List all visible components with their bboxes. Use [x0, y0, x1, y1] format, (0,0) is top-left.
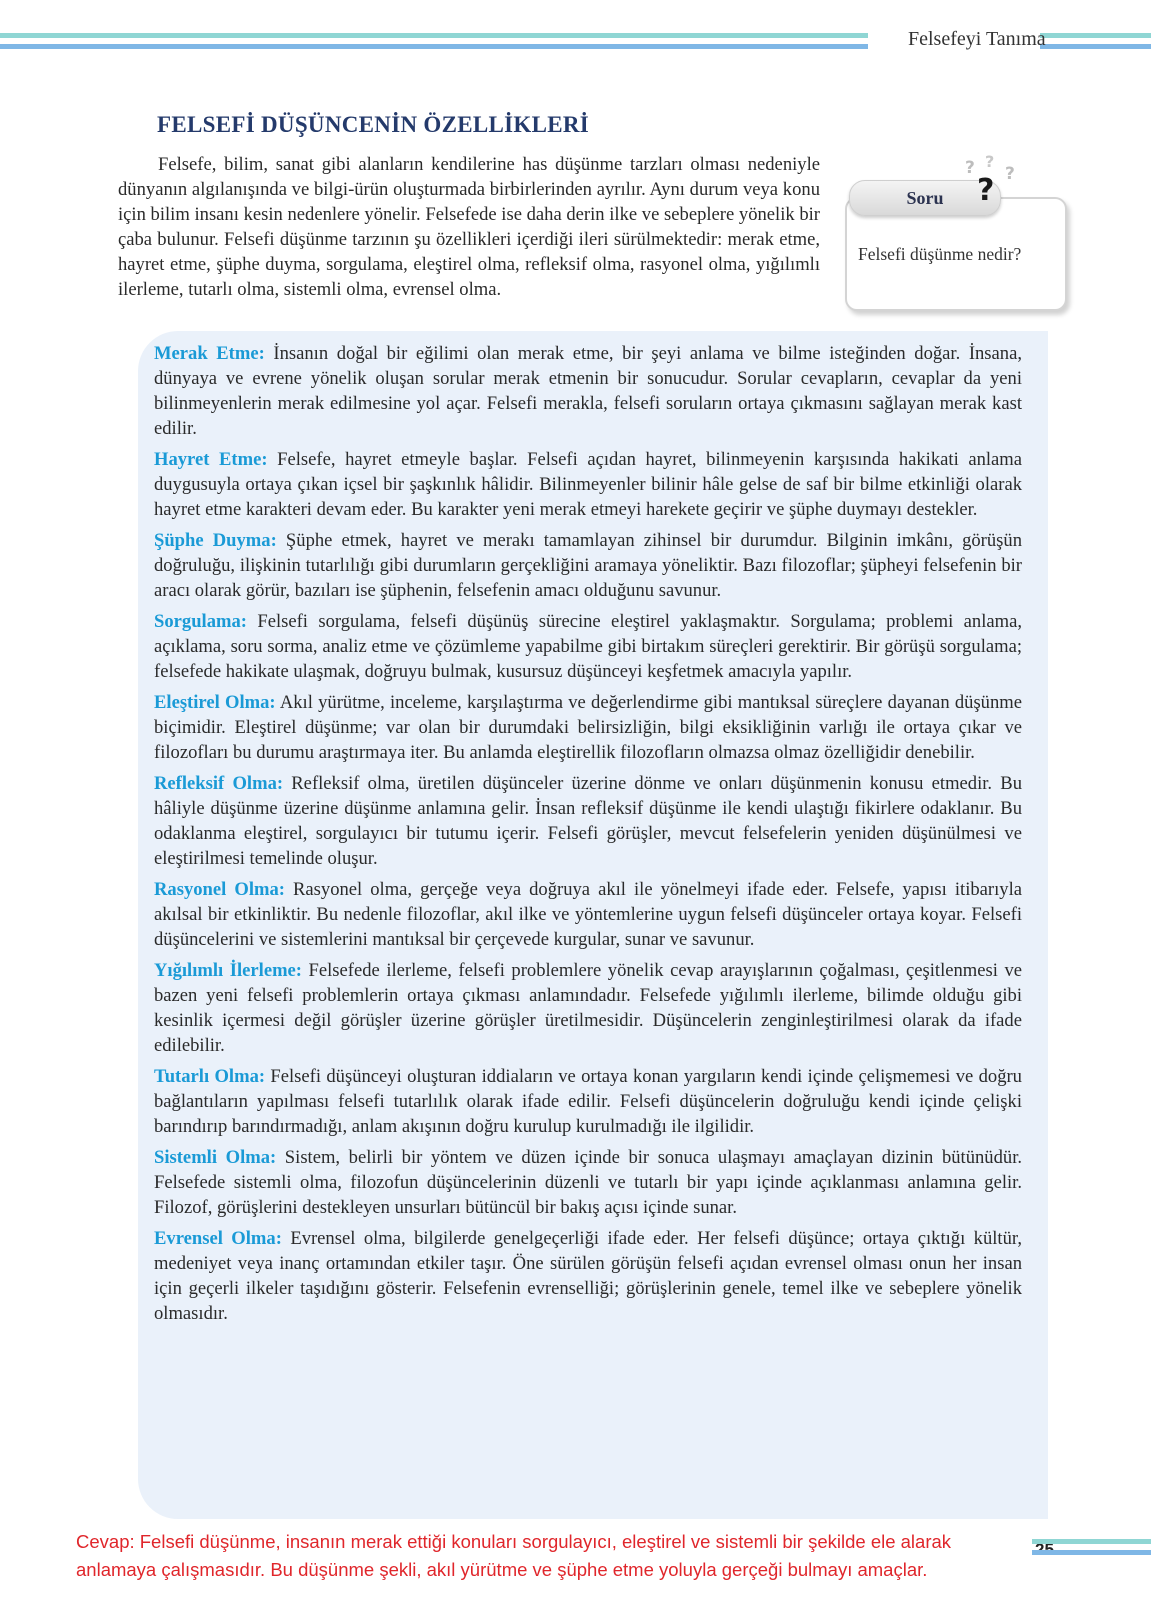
property-term: Yığılımlı İlerleme: — [154, 960, 303, 981]
running-header-title: Felsefeyi Tanıma — [908, 28, 1046, 50]
property-description: Felsefede ilerleme, felsefi problemlere yönelik cevap arayışlarının çoğalması, çeşitlenmesi ve bazen yeni felsefi problemlerin ortaya çıkması anlamındadır. Felsefede yığılımlı ilerleme, bilimde olduğu gibi kesinlik içermesi değil görüşler üzerine görüşler üretilmesidir. Düşüncelerin zenginleştirilmesi olarak da ifade edilebilir. — [154, 960, 1022, 1056]
question-box-text: Felsefi düşünme nedir? — [858, 244, 1022, 264]
property-suphe-duyma — [154, 528, 1022, 603]
property-term: Rasyonel Olma: — [154, 879, 285, 900]
property-description: Akıl yürütme, inceleme, karşılaştırma ve değerlendirme gibi mantıksal süreçlere dayanan düşünme biçimidir. Eleştirel düşünme; var olan bir durumdaki belirsizliğin, bilgi eksikliğinin varlığı ile ortaya çıkar ve filozofları bu durumu araştırmaya iter. Bu anlamda eleştirellik filozofların olmazsa olmaz özelliğidir denebilir. — [154, 692, 1022, 763]
question-mark-small-2: ? — [985, 152, 995, 171]
property-sistemli-olma — [154, 1145, 1022, 1220]
header-stripe-left-top — [0, 33, 868, 38]
header-stripe-right-bottom — [1040, 44, 1151, 49]
footer-stripe-bottom — [1032, 1550, 1151, 1555]
property-description: Evrensel olma, bilgilerde genelgeçerliği ifade eder. Her felsefi düşünce; ortaya çıktığı kültür, medeniyet veya inanç ortamından etkiler taşır. Öne sürülen görüşün felsefi açıdan evrensel olması onun her insan için geçerli ilkeler taşıdığını gösterir. Felsefenin evrenselliği; görüşlerinin genele, temel ilke ve sebeplere yönelik olmasıdır. — [154, 1228, 1022, 1324]
property-description: Rasyonel olma, gerçeğe veya doğruya akıl ile yönelmeyi ifade eder. Felsefe, yapısı itibarıyla akılsal bir etkinliktir. Bu nedenle filozoflar, akıl ilke ve yöntemlerine uygun felsefi düşünceler ortaya koyar. Felsefi düşüncelerini ve sistemlerini mantıksal bir çerçevede kurgular, sunar ve savunur. — [154, 879, 1022, 950]
property-term: Refleksif Olma: — [154, 773, 284, 794]
property-description: Felsefe, hayret etmeyle başlar. Felsefi açıdan hayret, bilinmeyenin karşısında hakikati anlama duygusuyla ortaya çıkan içsel bir şaşkınlık hâlidir. Bilinmeyenler bilinir hâle gelse de saf bir bilme etkinliği olarak hayret etme karakteri devam eder. Bu karakter yeni merak etmeyi harekete geçirir ve şüphe duymayı destekler. — [154, 449, 1023, 520]
intro-paragraph: Felsefe, bilim, sanat gibi alanların kendilerine has düşünme tarzları olması nedeniyle dünyanın algılanışında ve bilgi-ürün oluşturmada birbirlerinden ayrılır. Aynı durum veya konu için bilim insanı kesin nedenlere yönelir. Felsefede ise daha derin ilke ve sebeplere yönelik bir çaba bulunur. Felsefi düşünme tarzının şu özellikleri içerdiği ileri sürülmektedir: merak etme, hayret etme, şüphe duyma, sorgulama, eleştirel olma, refleksif olma, rasyonel olma, yığılımlı ilerleme, tutarlı olma, sistemli olma, evrensel olma. — [118, 154, 820, 300]
property-description: Sistem, belirli bir yöntem ve düzen içinde bir sonuca ulaşmayı amaçlayan dizinin bütünüdür. Felsefede sistemli olma, filozofun düşüncelerinin düzenli ve tutarlı bir yapı içinde açıklanması anlamına gelir. Filozof, görüşlerini destekleyen unsurları bütüncül bir bakış açısı içinde sunar. — [154, 1147, 1023, 1218]
header-stripe-right-top — [1040, 33, 1151, 38]
properties-list — [154, 341, 1022, 1332]
question-mark-large: ? — [977, 173, 995, 208]
property-term: Hayret Etme: — [154, 449, 268, 470]
question-mark-small-1: ? — [965, 158, 975, 178]
property-term: Merak Etme: — [154, 343, 265, 364]
property-rasyonel-olma — [154, 877, 1022, 952]
property-elestirel-olma — [154, 690, 1022, 765]
property-description: Refleksif olma, üretilen düşünceler üzerine dönme ve onları düşünmenin konusu etmedir. Bu hâliyle düşünme üzerine düşünme anlamına gelir. İnsan refleksif düşünme ile kendi ulaştığı fikirlere odaklanır. Bu odaklanma eleştirel, sorgulayıcı bir tutumu içerir. Felsefi görüşler, mevcut felsefelerin yeniden düşünülmesi ve eleştirilmesi temelinde oluşur. — [154, 773, 1023, 869]
property-description: Şüphe etmek, hayret ve merakı tamamlayan zihinsel bir durumdur. Bilginin imkânı, görüşün doğruluğu, ilişkinin tutarlılığı gibi durumların gerçekliğini aramaya yöneliktir. Bazı filozoflar; şüpheyi felsefenin bir aracı olarak görür, bazıları ise şüphenin, felsefenin amacı olduğunu savunur. — [154, 530, 1023, 601]
property-term: Eleştirel Olma: — [154, 692, 276, 713]
property-yigilimli-ilerleme — [154, 958, 1022, 1058]
property-merak-etme — [154, 341, 1022, 441]
answer-text: Cevap: Felsefi düşünme, insanın merak ettiği konuları sorgulayıcı, eleştirel ve sistemli bir şekilde ele alarak anlamaya çalışmasıdır. Bu düşünme şekli, akıl yürütme ve şüphe etme yoluyla gerçeği bulmayı amaçlar. — [76, 1531, 952, 1580]
property-refleksif-olma — [154, 771, 1022, 871]
property-hayret-etme — [154, 447, 1022, 522]
property-description: Felsefi düşünceyi oluşturan iddiaların ve ortaya konan yargıların kendi içinde çelişmemesi ve doğru bağlantıların yapılması felsefi tutarlılık olarak ifade edilir. Felsefi düşüncelerin doğruluğu kendi içinde çelişki barındırıp barındırmadığı, anlam akışının doğru kurulup kurulmadığı ile ilgilidir. — [154, 1066, 1022, 1137]
property-tutarli-olma — [154, 1064, 1022, 1139]
property-term: Tutarlı Olma: — [154, 1066, 266, 1087]
property-sorgulama — [154, 609, 1022, 684]
header-stripe-left-bottom — [0, 44, 868, 49]
question-mark-small-3: ? — [1005, 164, 1015, 184]
property-term: Sorgulama: — [154, 611, 247, 632]
property-evrensel-olma — [154, 1226, 1022, 1326]
property-term: Sistemli Olma: — [154, 1147, 277, 1168]
property-term: Şüphe Duyma: — [154, 530, 277, 551]
question-box-label: Soru — [849, 180, 1001, 216]
section-title: FELSEFİ DÜŞÜNCENİN ÖZELLİKLERİ — [157, 112, 590, 137]
property-description: Felsefi sorgulama, felsefi düşünüş sürecine eleştirel yaklaşmaktır. Sorgulama; problemi anlama, açıklama, soru sorma, analiz etme ve çözümleme yapabilme gibi birtakım süreçleri gerektirir. Bir görüşü sorgulama; felsefede hakikate ulaşmak, doğruyu bulmak, kusursuz düşünceyi keşfetmek amacıyla yapılır. — [154, 611, 1022, 682]
property-description: İnsanın doğal bir eğilimi olan merak etme, bir şeyi anlama ve bilme isteğinden doğar. İnsana, dünyaya ve evrene yönelik oluşan sorular merak etmenin bir sonucudur. Sorular cevapların, cevaplar da yeni bilinmeyenlerin merak edilmesine yol açar. Felsefi merakla, felsefi soruların ortaya çıkmasını sağlayan merak kast edilir. — [154, 343, 1022, 439]
property-term: Evrensel Olma: — [154, 1228, 282, 1249]
footer-stripe-top — [1032, 1539, 1151, 1544]
